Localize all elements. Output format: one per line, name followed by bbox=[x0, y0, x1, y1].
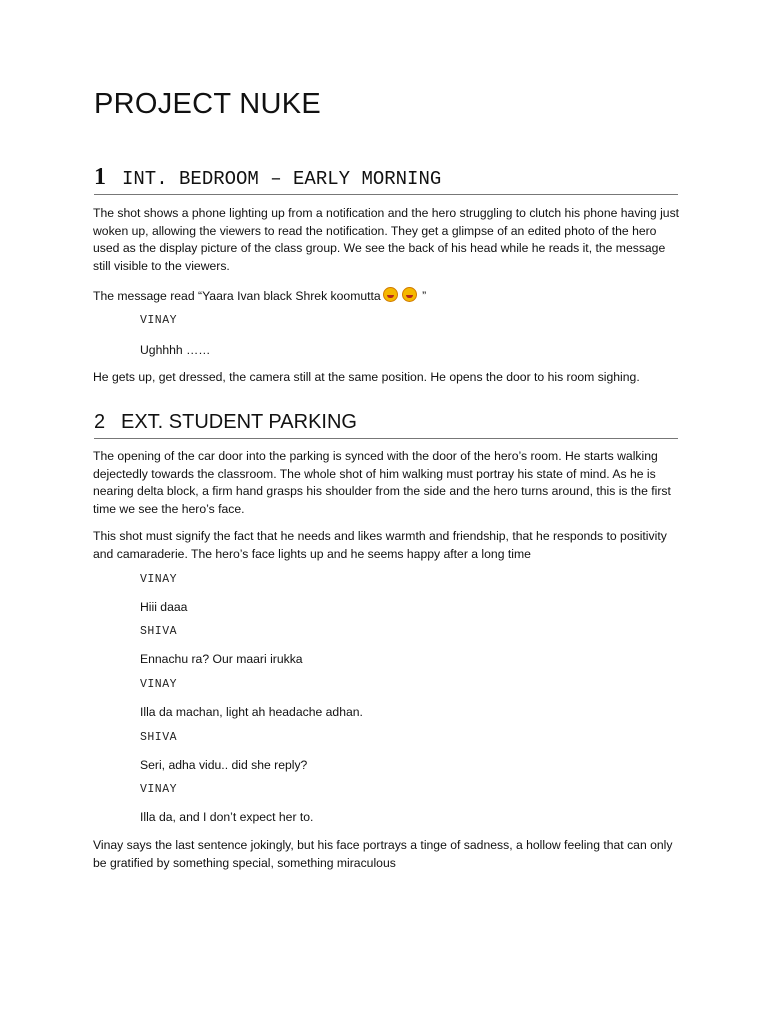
scene-heading-2 bbox=[94, 406, 678, 439]
action-paragraph: The opening of the car door into the parking is synced with the door of the hero’s room. He starts walking dejectedly towards the classroom. The whole shot of him walking must portray his state of mind. As he is nearing delta block, a firm hand grasps his shoulder from the side and the hero turns around, this is the first time we see the hero’s face. bbox=[93, 449, 671, 517]
character-name: VINAY bbox=[140, 314, 178, 327]
character-name: SHIVA bbox=[140, 625, 178, 638]
dialogue-line: Ughhhh …… bbox=[140, 343, 211, 357]
action-paragraph: Vinay says the last sentence jokingly, but his face portrays a tinge of sadness, a hollow feeling that can only be gratified by something special, something miraculous bbox=[93, 838, 673, 870]
character-name: VINAY bbox=[140, 678, 178, 691]
scene-number: 1 bbox=[94, 164, 106, 190]
rolling-on-floor-laughing-icon bbox=[383, 287, 398, 302]
scene-heading-text: EXT. STUDENT PARKING bbox=[121, 411, 357, 433]
scene-number: 2 bbox=[94, 411, 106, 433]
scene-heading-text: INT. BEDROOM – EARLY MORNING bbox=[122, 168, 442, 190]
message-close-quote: ” bbox=[418, 289, 427, 303]
message-paragraph bbox=[93, 287, 685, 306]
character-name: SHIVA bbox=[140, 731, 178, 744]
character-name: VINAY bbox=[140, 573, 178, 586]
action-paragraph: He gets up, get dressed, the camera still at the same position. He opens the door to his room sighing. bbox=[93, 370, 640, 384]
character-name: VINAY bbox=[140, 783, 178, 796]
action-paragraph: This shot must signify the fact that he needs and likes warmth and friendship, that he responds to positivity and camaraderie. The hero’s face lights up and he seems happy after a long time bbox=[93, 529, 667, 561]
dialogue-line: Seri, adha vidu.. did she reply? bbox=[140, 758, 308, 772]
message-text: The message read “Yaara Ivan black Shrek koomutta bbox=[93, 289, 381, 303]
rolling-on-floor-laughing-icon bbox=[402, 287, 417, 302]
dialogue-line: Hiii daaa bbox=[140, 600, 188, 614]
document-title: PROJECT NUKE bbox=[94, 88, 322, 120]
dialogue-line: Illa da machan, light ah headache adhan. bbox=[140, 705, 363, 719]
dialogue-line: Ennachu ra? Our maari irukka bbox=[140, 652, 303, 666]
action-paragraph: The shot shows a phone lighting up from a notification and the hero struggling to clutch his phone having just woken up, allowing the viewers to read the notification. They get a glimpse of an edited photo of the hero used as the display picture of the class group. We see the back of his head while he reads it, the message still visible to the viewers. bbox=[93, 206, 680, 274]
scene-heading-1 bbox=[94, 162, 678, 195]
dialogue-line: Illa da, and I don’t expect her to. bbox=[140, 810, 314, 824]
